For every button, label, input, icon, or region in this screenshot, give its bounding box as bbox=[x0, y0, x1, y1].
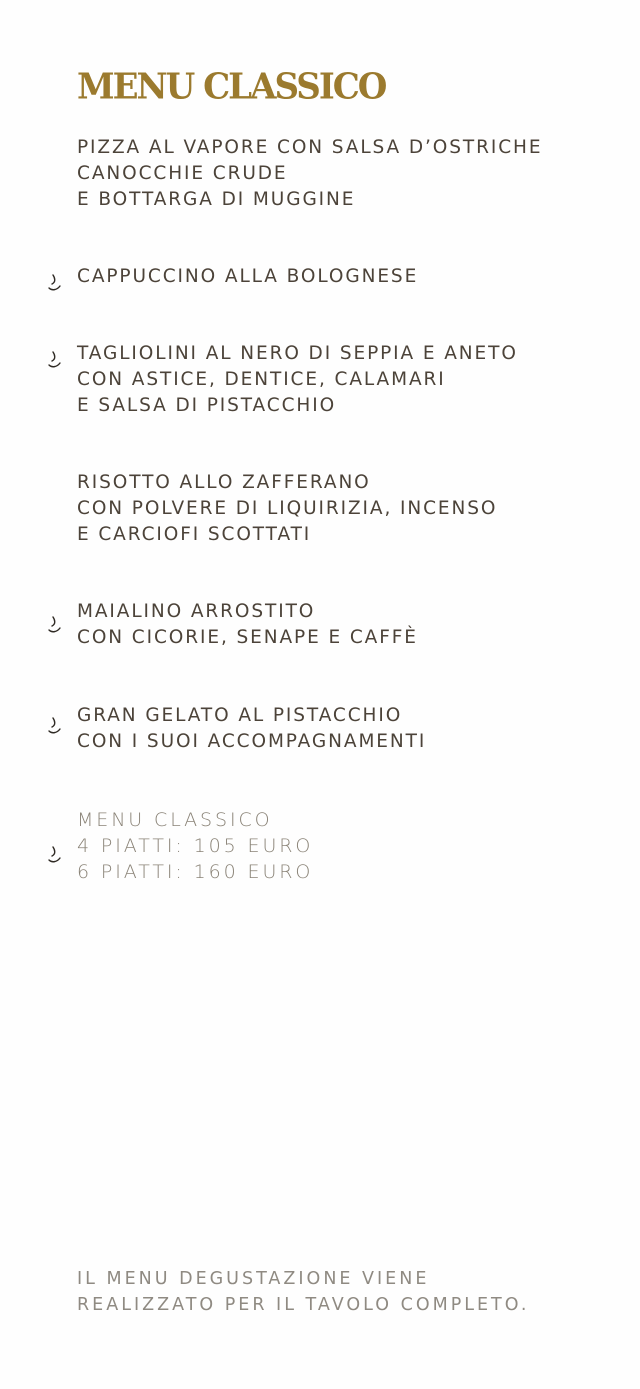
dish-line: CON ASTICE, DENTICE, CALAMARI bbox=[77, 369, 446, 390]
dish-line: CON CICORIE, SENAPE E CAFFÈ bbox=[77, 627, 418, 648]
price-block bbox=[77, 807, 313, 885]
dish-line: CAPPUCCINO ALLA BOLOGNESE bbox=[77, 266, 419, 287]
dish-3 bbox=[77, 341, 518, 419]
dish-4 bbox=[77, 470, 497, 548]
price-heading: MENU CLASSICO bbox=[77, 809, 273, 831]
signature-mark-icon bbox=[46, 614, 64, 636]
dish-line: CON POLVERE DI LIQUIRIZIA, INCENSO bbox=[77, 498, 498, 519]
dish-line: RISOTTO ALLO ZAFFERANO bbox=[77, 472, 371, 493]
dish-line: CANOCCHIE CRUDE bbox=[77, 163, 288, 184]
dish-line: CON I SUOI ACCOMPAGNAMENTI bbox=[77, 731, 427, 752]
dish-line: E SALSA DI PISTACCHIO bbox=[77, 395, 337, 416]
footer-note bbox=[77, 1266, 529, 1318]
dish-6 bbox=[77, 703, 426, 755]
signature-mark-icon bbox=[46, 844, 64, 866]
note-line: IL MENU DEGUSTAZIONE VIENE bbox=[77, 1269, 430, 1289]
dish-line: E BOTTARGA DI MUGGINE bbox=[77, 189, 356, 210]
menu-title: MENU CLASSICO bbox=[77, 66, 386, 108]
dish-line: E CARCIOFI SCOTTATI bbox=[77, 524, 312, 545]
dish-line: GRAN GELATO AL PISTACCHIO bbox=[77, 705, 403, 726]
dish-line: PIZZA AL VAPORE CON SALSA D’OSTRICHE bbox=[77, 137, 543, 158]
dish-2 bbox=[77, 264, 418, 290]
signature-mark-icon bbox=[46, 349, 64, 371]
dish-line: MAIALINO ARROSTITO bbox=[77, 601, 316, 622]
signature-mark-icon bbox=[46, 272, 64, 294]
price-line: 4 PIATTI: 105 EURO bbox=[77, 835, 314, 857]
dish-5 bbox=[77, 599, 418, 651]
dish-line: TAGLIOLINI AL NERO DI SEPPIA E ANETO bbox=[77, 343, 518, 364]
dish-1 bbox=[77, 135, 542, 213]
note-line: REALIZZATO PER IL TAVOLO COMPLETO. bbox=[77, 1295, 530, 1315]
price-line: 6 PIATTI: 160 EURO bbox=[77, 861, 314, 883]
signature-mark-icon bbox=[46, 715, 64, 737]
